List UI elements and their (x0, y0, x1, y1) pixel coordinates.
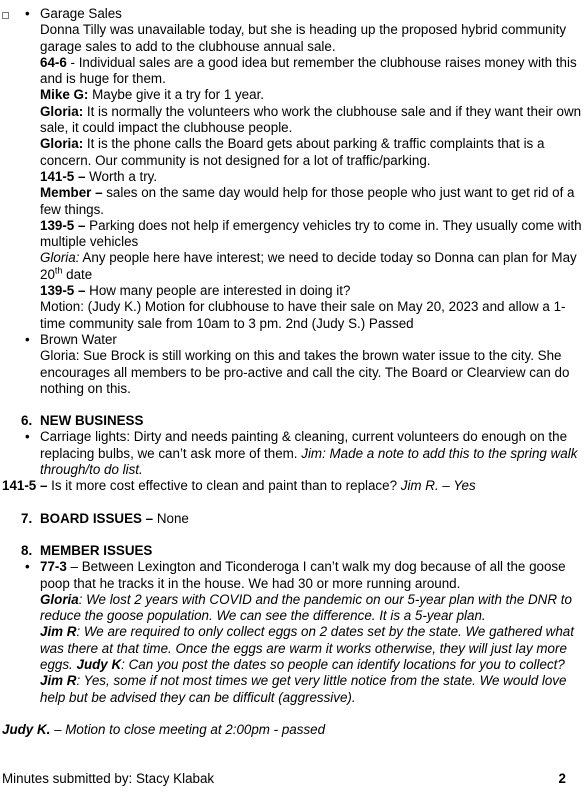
cost-question (0, 478, 585, 494)
comment-141-5 (40, 169, 585, 185)
comment-text: - Individual sales are a good idea but remember the clubhouse raises money with this and is huge for them. (40, 54, 577, 87)
speaker-label: Judy K (76, 656, 122, 672)
question-text: Is it more cost effective to clean and paint than to replace? (47, 478, 401, 494)
comment-text: Any people here have interest; we need to decide today so Donna can plan for May 20 (40, 250, 577, 282)
comment-text: : Can you post the dates so people can identify locations for you to collect? (121, 656, 565, 672)
section-title: BOARD ISSUES – (40, 510, 154, 526)
garage-sales-item (0, 6, 585, 332)
comment-mike-g (40, 87, 585, 103)
motion-text: Motion: (Judy K.) Motion for clubhouse to have their sale on May 20, 2023 and allow a 1-time community sale from 10am to 3 pm. 2nd (Judy S.) Passed (40, 299, 566, 331)
comment-text: date (62, 266, 93, 282)
closing-text: – Motion to close meeting at 2:00pm - passed (50, 721, 326, 737)
comment-member (40, 185, 585, 218)
comment-text: Parking does not help if emergency vehicles try to come in. They usually come with multiple vehicles (40, 217, 582, 250)
speaker-label: 139-5 – (40, 283, 86, 299)
comment-text: How many people are interested in doing it? (85, 283, 351, 299)
item-note: Jim: Made a note to add this to the spring walk through/to do list. (40, 445, 578, 478)
section-title: MEMBER ISSUES (40, 542, 153, 558)
goose-issue-item (0, 559, 585, 706)
brown-water-item (0, 332, 585, 397)
speaker-label: 141-5 – (2, 478, 48, 494)
carriage-lights-item (0, 429, 585, 478)
ordinal-suffix: th (54, 265, 63, 276)
comment-text: It is the phone calls the Board gets about parking & traffic complaints that is a concern. Our community is not designed for a lot of traffic/parking. (40, 136, 545, 168)
item-text: Carriage lights: Dirty and needs painting & cleaning, current volunteers do enough on the replacing bulbs, we can’t ask more of them. (40, 429, 568, 461)
speaker-label: Mike G: (40, 87, 89, 103)
comment-text: : We lost 2 years with COVID and the pandemic on our 5-year plan with the DNR to reduce the goose population. We can see the difference. It is a 5-year plan. (40, 591, 572, 624)
section-text: None (153, 510, 189, 526)
brown-water-title: • Brown Water (40, 331, 117, 347)
comment-gloria-3 (40, 250, 585, 283)
speaker-label: Gloria: (40, 103, 84, 119)
comment-139-5-b (40, 283, 585, 299)
comment-text: : Yes, some if not most times we get very little notice from the state. We would love help but be advised they can be difficult (aggressive). (40, 673, 567, 705)
speaker-label: Member – (40, 185, 103, 201)
section-number: 7. (21, 510, 33, 526)
comment-gloria-2 (40, 136, 585, 169)
brown-water-text: Gloria: Sue Brock is still working on this and takes the brown water issue to the city. She encourages all members to be pro-active and call the city. The Board or Clearview can do nothing on this. (40, 348, 570, 396)
speaker-label: 64-6 (40, 54, 67, 70)
comment-text: – Between Lexington and Ticonderoga I can’t walk my dog because of all the goose poop that he tracks it in the house. We had 30 or more running around. (40, 559, 566, 591)
new-business-list (0, 429, 585, 478)
speaker-label: Jim R (40, 624, 77, 640)
garage-sales-intro: Donna Tilly was unavailable today, but she is heading up the proposed hybrid community garage sales to add to the clubhouse annual sale. (40, 22, 567, 54)
speaker-label: Gloria (40, 591, 79, 607)
speaker-label: Jim R (40, 673, 77, 689)
section-board-issues-heading (0, 511, 585, 527)
comment-text: Worth a try. (85, 168, 158, 184)
comment-gloria-goose (40, 592, 585, 625)
comment-gloria-1 (40, 104, 585, 137)
speaker-label: Gloria: (40, 250, 80, 266)
answer-text: Jim R. – Yes (400, 478, 476, 494)
member-issues-list (0, 559, 585, 706)
speaker-label: 141-5 – (40, 168, 86, 184)
page-footer (2, 771, 572, 787)
section-number: 6. (21, 413, 33, 429)
section-new-business-heading (0, 413, 585, 429)
comment-jim-r-1 (40, 624, 585, 705)
submitted-by: Minutes submitted by: Stacy Klabak (2, 771, 215, 786)
speaker-label: 77-3 (40, 559, 67, 575)
speaker-label: Gloria: (40, 136, 84, 152)
comment-text: sales on the same day would help for those people who just want to get rid of a few things. (40, 185, 575, 217)
garage-sales-list (0, 6, 585, 397)
comment-text: : We are required to only collect eggs on 2 dates set by the state. We gathered what was there at that time. Once the eggs are warm it works otherwise, they will just lay more eggs. (40, 624, 574, 672)
comment-64-6 (40, 55, 585, 88)
comment-text: It is normally the volunteers who work the clubhouse sale and if they want their own sale, it could impact the clubhouse people. (40, 103, 582, 136)
closing-motion (0, 722, 585, 738)
speaker-label: 139-5 – (40, 217, 86, 233)
section-number: 8. (21, 542, 33, 558)
garage-sales-title: • Garage Sales (40, 6, 122, 21)
speaker-label: Judy K. (2, 721, 51, 737)
section-member-issues-heading (0, 543, 585, 559)
page-number: 2 (558, 771, 566, 786)
comment-139-5-a (40, 218, 585, 251)
comment-77-3 (40, 559, 585, 592)
section-title: NEW BUSINESS (40, 413, 144, 429)
comment-text: Maybe give it a try for 1 year. (88, 87, 265, 103)
